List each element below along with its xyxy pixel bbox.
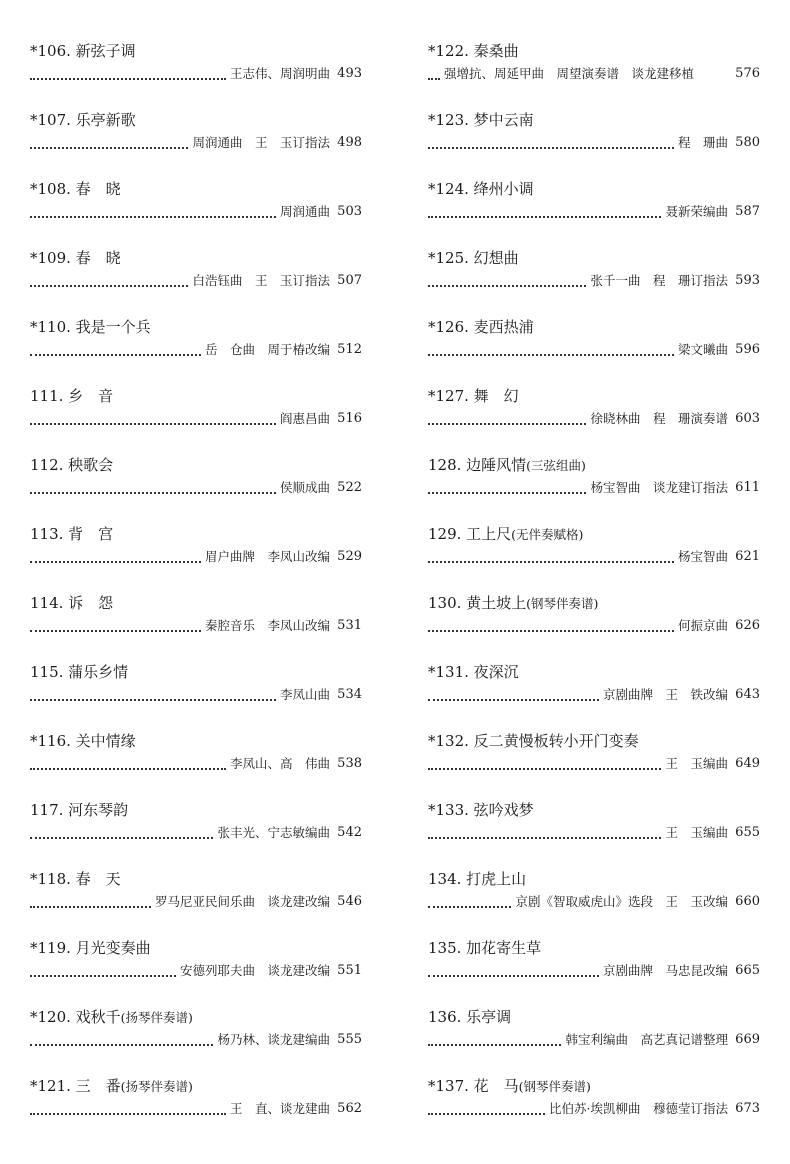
toc-entry-title (30, 868, 121, 890)
toc-entry-title-text: *133. 弦吟戏梦 (428, 801, 534, 819)
toc-entry-credit: 李凤山、高 伟曲 (229, 756, 330, 771)
toc-entry-title-text: *124. 绛州小调 (428, 180, 534, 198)
toc-entry-title (30, 109, 136, 131)
toc-entry-credit: 眉户曲牌 李凤山改编 (204, 549, 330, 564)
toc-entry-page-number: 522 (337, 480, 362, 495)
dot-leader (30, 422, 276, 425)
toc-entry-credit: 京剧曲牌 马忠昆改编 (602, 963, 728, 978)
toc-entry-title-text: 135. 加花寄生草 (428, 939, 542, 957)
toc-entry-title-text: *122. 秦桑曲 (428, 42, 519, 60)
dot-leader (30, 629, 201, 632)
toc-entry-title-text: *121. 三 番 (30, 1077, 121, 1095)
toc-entry-title (428, 247, 519, 269)
toc-entry-page-number: 516 (337, 411, 362, 426)
dot-leader (428, 1043, 561, 1046)
toc-entry[interactable] (428, 523, 760, 592)
toc-entry[interactable] (30, 868, 362, 937)
toc-entry[interactable] (30, 247, 362, 316)
toc-entry[interactable] (30, 1006, 362, 1075)
toc-entry-title (30, 799, 128, 821)
toc-entry-title-text: 136. 乐亭调 (428, 1008, 512, 1026)
toc-entry-title-text: *119. 月光变奏曲 (30, 939, 151, 957)
dot-leader (30, 353, 201, 356)
toc-entry-page-number: 546 (337, 894, 362, 909)
toc-entry-page-number: 498 (337, 135, 362, 150)
toc-entry-leader-line (428, 201, 760, 223)
toc-entry-leader-line (30, 960, 362, 982)
toc-entry-title (428, 868, 526, 890)
toc-entry-leader-line (428, 684, 760, 706)
toc-entry-title (30, 937, 151, 959)
toc-entry[interactable] (428, 1006, 760, 1075)
toc-entry-credit: 张丰光、宁志敏编曲 (217, 825, 330, 840)
toc-entry-title (428, 109, 534, 131)
toc-entry[interactable] (30, 454, 362, 523)
toc-entry-page-number: 621 (735, 549, 760, 564)
toc-entry[interactable] (428, 730, 760, 799)
toc-entry-credit: 杨宝智曲 谈龙建订指法 (590, 480, 728, 495)
toc-entry-title-text: 117. 河东琴韵 (30, 801, 129, 819)
toc-entry-title (428, 385, 519, 407)
toc-entry-credit: 聂新荣编曲 (665, 204, 728, 219)
toc-entry-title (428, 592, 598, 615)
toc-entry-page-number: 555 (337, 1032, 362, 1047)
toc-entry-credit: 周润通曲 王 玉订指法 (192, 135, 330, 150)
toc-entry-title (30, 178, 121, 200)
toc-entry-leader-line (30, 477, 362, 499)
toc-entry-title-text: *137. 花 马 (428, 1077, 519, 1095)
toc-entry-page-number: 580 (735, 135, 760, 150)
toc-entry-title-text: *131. 夜深沉 (428, 663, 519, 681)
dot-leader (428, 215, 661, 218)
toc-entry-title-text: *109. 春 晓 (30, 249, 121, 267)
toc-entry-page-number: 503 (337, 204, 362, 219)
toc-entry-page-number: 660 (735, 894, 760, 909)
dot-leader (30, 698, 276, 701)
toc-entry[interactable] (30, 40, 362, 109)
dot-leader (428, 560, 674, 563)
toc-entry-title-text: 115. 蒲乐乡情 (30, 663, 129, 681)
toc-entry-credit: 杨宝智曲 (677, 549, 728, 564)
toc-entry-title (30, 661, 128, 683)
toc-entry-credit: 王志伟、周润明曲 (229, 66, 330, 81)
toc-entry-leader-line (30, 201, 362, 223)
toc-entry[interactable] (30, 316, 362, 385)
toc-entry-title (30, 40, 136, 62)
toc-entry-leader-line (428, 1098, 760, 1120)
toc-entry-leader-line (428, 615, 760, 637)
toc-entry-title (428, 523, 583, 546)
toc-entry-title-text: *125. 幻想曲 (428, 249, 519, 267)
toc-entry-title-text: *132. 反二黄慢板转小开门变奏 (428, 732, 639, 750)
toc-entry-title (428, 1075, 591, 1098)
toc-entry-page-number: 665 (735, 963, 760, 978)
toc-entry[interactable] (428, 109, 760, 178)
toc-entry[interactable] (30, 937, 362, 1006)
dot-leader (30, 215, 276, 218)
toc-entry-title (428, 799, 534, 821)
toc-entry-title (428, 661, 519, 683)
dot-leader (30, 77, 226, 80)
dot-leader (428, 767, 661, 770)
toc-entry-page-number: 538 (337, 756, 362, 771)
toc-entry[interactable] (428, 661, 760, 730)
toc-entry[interactable] (428, 385, 760, 454)
toc-entry-title-text: 129. 工上尺 (428, 525, 512, 543)
toc-entry[interactable] (30, 592, 362, 661)
dot-leader (30, 836, 213, 839)
toc-entry-page-number: 655 (735, 825, 760, 840)
dot-leader (428, 1112, 545, 1115)
toc-entry-title-text: 128. 边陲风情 (428, 456, 527, 474)
toc-entry-leader-line (30, 408, 362, 430)
dot-leader (428, 146, 674, 149)
toc-entry-credit: 阎惠昌曲 (279, 411, 330, 426)
dot-leader (30, 1112, 226, 1115)
toc-entry-title (30, 730, 136, 752)
dot-leader (30, 284, 188, 287)
toc-entry-leader-line (428, 753, 760, 775)
toc-entry-page-number: 643 (735, 687, 760, 702)
toc-entry[interactable] (428, 316, 760, 385)
toc-entry-title (30, 385, 113, 407)
toc-entry-title-text: *107. 乐亭新歌 (30, 111, 136, 129)
toc-entry-page-number: 493 (337, 66, 362, 81)
toc-entry[interactable] (30, 1075, 362, 1144)
toc-entry[interactable] (30, 178, 362, 247)
toc-entry[interactable] (428, 454, 760, 523)
toc-entry-leader-line (30, 132, 362, 154)
toc-column-left (30, 40, 362, 1144)
toc-entry-note: (扬琴伴奏谱) (120, 1079, 193, 1094)
toc-entry-leader-line (30, 615, 362, 637)
toc-entry-leader-line (30, 891, 362, 913)
toc-entry[interactable] (30, 661, 362, 730)
toc-entry-title-text: 113. 背 宫 (30, 525, 114, 543)
toc-entry-page-number: 649 (735, 756, 760, 771)
toc-entry-title (428, 730, 639, 752)
toc-entry[interactable] (428, 868, 760, 937)
toc-entry-leader-line (428, 546, 760, 568)
toc-entry-credit: 何振京曲 (677, 618, 728, 633)
toc-entry-title-text: 114. 诉 怨 (30, 594, 114, 612)
toc-entry-page-number: 593 (735, 273, 760, 288)
toc-entry-credit: 京剧《智取威虎山》选段 王 玉改编 (515, 894, 728, 909)
toc-entry-title (30, 316, 151, 338)
toc-entry-title-text: 134. 打虎上山 (428, 870, 527, 888)
toc-entry-credit: 周润通曲 (279, 204, 330, 219)
dot-leader (428, 698, 599, 701)
toc-entry-credit: 秦腔音乐 李凤山改编 (204, 618, 330, 633)
toc-entry-leader-line (428, 339, 760, 361)
toc-entry-credit: 王 直、谈龙建曲 (229, 1101, 330, 1116)
toc-entry-page-number: 669 (735, 1032, 760, 1047)
toc-entry[interactable] (428, 40, 760, 109)
toc-entry-title (30, 592, 113, 614)
toc-entry-page-number: 576 (735, 66, 760, 81)
toc-entry-title-text: *127. 舞 幻 (428, 387, 519, 405)
toc-entry-title-text: 111. 乡 音 (30, 387, 114, 405)
toc-entry-title-text: *118. 春 天 (30, 870, 121, 888)
dot-leader (428, 77, 440, 80)
toc-entry[interactable] (428, 799, 760, 868)
toc-entry-page-number: 603 (735, 411, 760, 426)
dot-leader (428, 284, 586, 287)
toc-entry-page-number: 529 (337, 549, 362, 564)
toc-entry[interactable] (30, 109, 362, 178)
toc-entry-leader-line (428, 1029, 760, 1051)
toc-entry-credit: 王 玉编曲 (665, 756, 728, 771)
toc-entry[interactable] (428, 178, 760, 247)
toc-entry-title (428, 178, 534, 200)
toc-entry-leader-line (30, 1029, 362, 1051)
toc-entry-title-text: *123. 梦中云南 (428, 111, 534, 129)
toc-entry-leader-line (428, 408, 760, 430)
toc-entry-page-number: 512 (337, 342, 362, 357)
toc-entry-page-number: 531 (337, 618, 362, 633)
toc-entry-title-text: 112. 秧歌会 (30, 456, 114, 474)
toc-entry-credit: 白浩钰曲 王 玉订指法 (192, 273, 330, 288)
toc-entry-leader-line (428, 477, 760, 499)
toc-entry-title (30, 1006, 193, 1029)
toc-entry-leader-line (30, 1098, 362, 1120)
toc-entry-leader-line (428, 822, 760, 844)
toc-entry-page-number: 611 (735, 480, 760, 495)
toc-entry-leader-line (30, 339, 362, 361)
toc-entry-credit: 李凤山曲 (279, 687, 330, 702)
dot-leader (428, 836, 661, 839)
toc-entry-leader-line (30, 270, 362, 292)
toc-entry-credit: 韩宝利编曲 高艺真记谱整理 (565, 1032, 728, 1047)
toc-entry-page-number: 673 (735, 1101, 760, 1116)
dot-leader (30, 767, 226, 770)
dot-leader (428, 629, 674, 632)
toc-entry-page-number: 534 (337, 687, 362, 702)
dot-leader (428, 905, 511, 908)
dot-leader (30, 974, 176, 977)
toc-entry-page-number: 551 (337, 963, 362, 978)
dot-leader (30, 1043, 213, 1046)
dot-leader (30, 146, 188, 149)
toc-entry[interactable] (428, 937, 760, 1006)
toc-entry-title (428, 1006, 511, 1028)
toc-entry[interactable] (30, 730, 362, 799)
toc-entry-credit: 京剧曲牌 王 铁改编 (602, 687, 728, 702)
toc-entry-page-number: 542 (337, 825, 362, 840)
toc-entry-title (428, 937, 541, 959)
toc-entry-credit: 杨乃林、谈龙建编曲 (217, 1032, 330, 1047)
toc-entry-title (30, 247, 121, 269)
toc-entry-note: (扬琴伴奏谱) (120, 1010, 193, 1025)
toc-entry-page-number: 562 (337, 1101, 362, 1116)
toc-entry-page-number: 626 (735, 618, 760, 633)
toc-entry-credit: 梁文曦曲 (677, 342, 728, 357)
toc-entry-credit: 程 珊曲 (677, 135, 728, 150)
dot-leader (428, 422, 586, 425)
toc-entry-title (30, 1075, 193, 1098)
toc-entry-leader-line (30, 684, 362, 706)
toc-entry-title-text: *126. 麦西热浦 (428, 318, 534, 336)
toc-entry-title-text: 130. 黄土坡上 (428, 594, 527, 612)
dot-leader (30, 491, 276, 494)
dot-leader (30, 560, 201, 563)
toc-entry-leader-line (30, 753, 362, 775)
toc-entry-leader-line (30, 822, 362, 844)
toc-entry[interactable] (30, 385, 362, 454)
toc-entry-leader-line (30, 546, 362, 568)
toc-entry-credit: 安德列耶夫曲 谈龙建改编 (179, 963, 330, 978)
toc-entry-credit: 强增抗、周延甲曲 周望演奏谱 谈龙建移植 (444, 66, 695, 81)
toc-entry-credit: 侯顺成曲 (279, 480, 330, 495)
toc-entry-leader-line (428, 270, 760, 292)
toc-entry-note: (无伴奏赋格) (511, 527, 584, 542)
toc-entry-page-number: 507 (337, 273, 362, 288)
toc-entry[interactable] (30, 523, 362, 592)
toc-entry-note: (钢琴伴奏谱) (518, 1079, 591, 1094)
toc-entry-page-number: 596 (735, 342, 760, 357)
toc-entry-title-text: *116. 关中情缘 (30, 732, 136, 750)
toc-entry-title (428, 40, 519, 62)
toc-entry-title-text: *108. 春 晓 (30, 180, 121, 198)
toc-entry-credit: 比伯苏·埃凯柳曲 穆德莹订指法 (549, 1101, 728, 1116)
toc-entry-page-number: 587 (735, 204, 760, 219)
toc-entry[interactable] (428, 592, 760, 661)
dot-leader (428, 974, 599, 977)
toc-entry[interactable] (428, 247, 760, 316)
toc-entry-credit: 王 玉编曲 (665, 825, 728, 840)
toc-entry-title (428, 454, 586, 477)
toc-entry[interactable] (30, 799, 362, 868)
toc-entry-title (30, 454, 113, 476)
toc-entry-leader-line (428, 891, 760, 913)
toc-entry-leader-line (428, 132, 760, 154)
toc-entry-note: (钢琴伴奏谱) (526, 596, 599, 611)
toc-entry-leader-line (30, 63, 362, 85)
toc-column-right (428, 40, 760, 1144)
toc-entry-credit: 徐晓林曲 程 珊演奏谱 (590, 411, 728, 426)
toc-entry[interactable] (428, 1075, 760, 1144)
dot-leader (428, 353, 674, 356)
toc-entry-note: (三弦组曲) (526, 458, 586, 473)
dot-leader (428, 491, 586, 494)
toc-entry-title (428, 316, 534, 338)
dot-leader (30, 905, 151, 908)
toc-entry-title (30, 523, 113, 545)
toc-entry-credit: 岳 仓曲 周于椿改编 (204, 342, 330, 357)
toc-entry-title-text: *120. 戏秋千 (30, 1008, 121, 1026)
toc-entry-credit: 罗马尼亚民间乐曲 谈龙建改编 (154, 894, 330, 909)
toc-entry-leader-line (428, 960, 760, 982)
toc-entry-leader-line (428, 63, 760, 85)
toc-entry-title-text: *106. 新弦子调 (30, 42, 136, 60)
toc-entry-title-text: *110. 我是一个兵 (30, 318, 151, 336)
toc-entry-credit: 张千一曲 程 珊订指法 (590, 273, 728, 288)
